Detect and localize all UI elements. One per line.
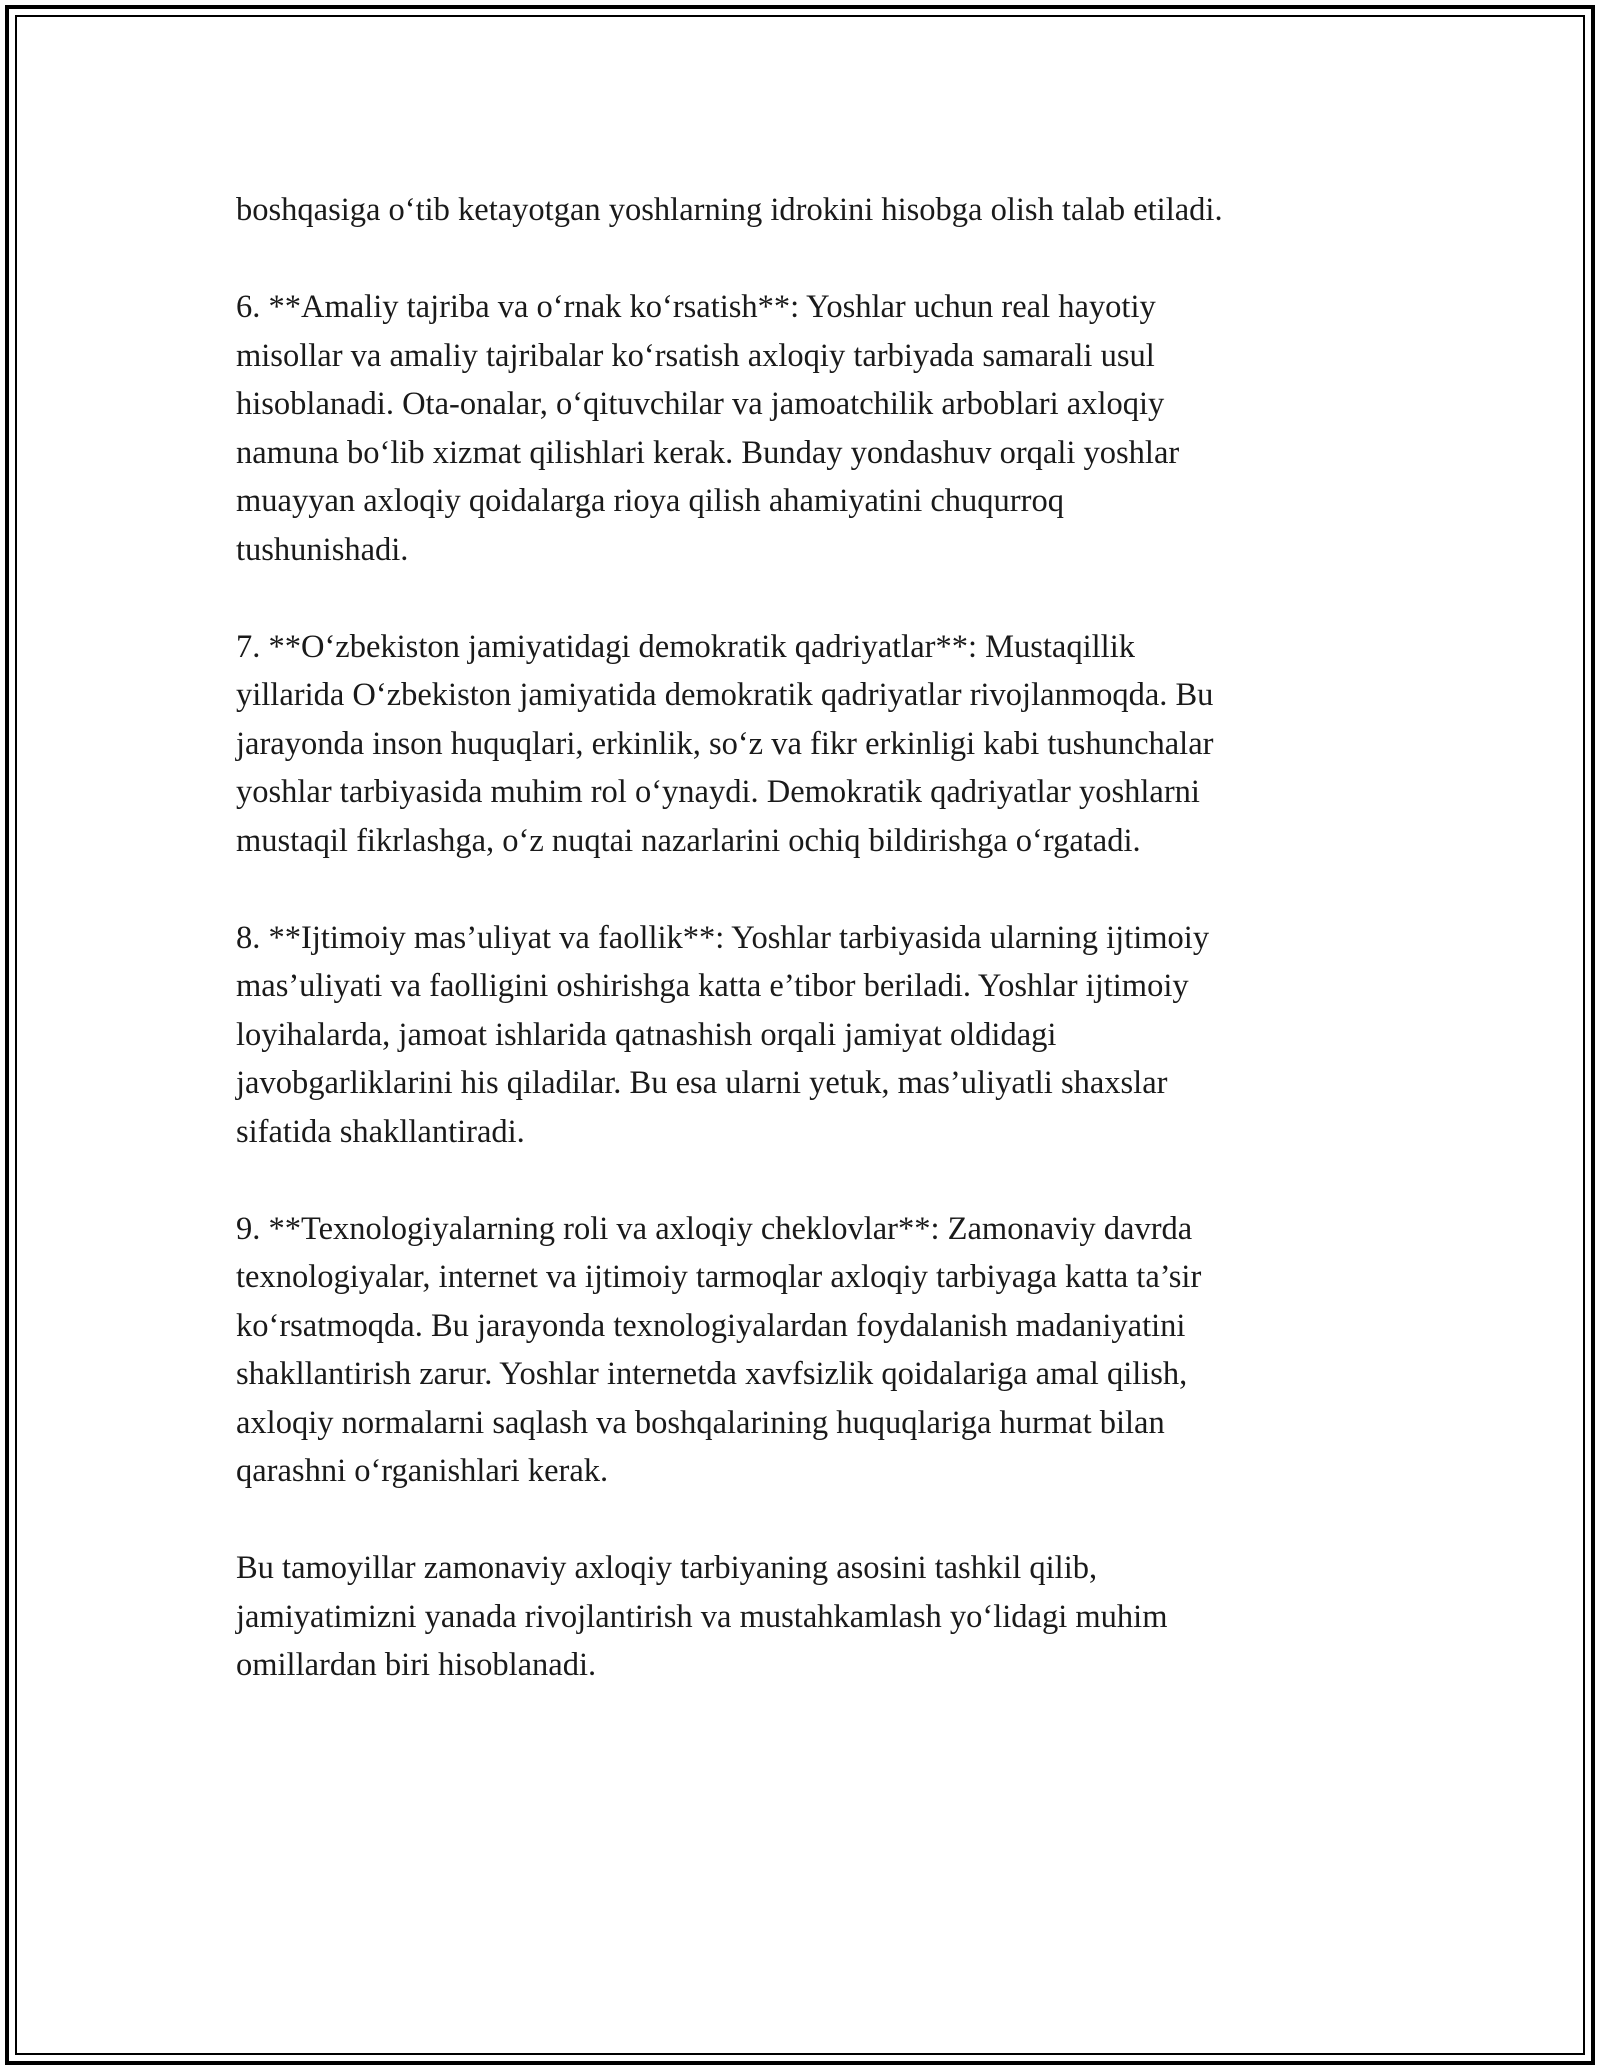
paragraph-item-7: 7. **O‘zbekiston jamiyatidagi demokratik qadriyatlar**: Mustaqillik yillarida O‘zbekiston jamiyatida demokratik qadriyatlar rivojlanmoqda. Bu jarayonda inson huquqlari, erkinlik, so‘z va fikr erkinligi kabi tushunchalar yoshlar tarbiyasida muhim rol o‘ynaydi. Demokratik qadriyatlar yoshlarni mustaqil fikrlashga, o‘z nuqtai nazarlarini ochiq bildirishga o‘rgatadi. <box>236 628 1214 859</box>
paragraph-item-6: 6. **Amaliy tajriba va o‘rnak ko‘rsatish**: Yoshlar uchun real hayotiy misollar va amaliy tajribalar ko‘rsatish axloqiy tarbiyada samarali usul hisoblanadi. Ota-onalar, o‘qituvchilar va jamoatchilik arboblari axloqiy namuna bo‘lib xizmat qilishlari kerak. Bunday yondashuv orqali yoshlar muayyan axloqiy qoidalarga rioya qilish ahamiyatini chuqurroq tushunishadi. <box>236 289 1180 568</box>
paragraph-item-9: 9. **Texnologiyalarning roli va axloqiy cheklovlar**: Zamonaviy davrda texnologiyalar, internet va ijtimoiy tarmoqlar axloqiy tarbiyaga katta ta’sir ko‘rsatmoqda. Bu jarayonda texnologiyalardan foydalanish madaniyatini shakllantirish zarur. Yoshlar internetda xavfsizlik qoidalariga amal qilish, axloqiy normalarni saqlash va boshqalarining huquqlariga hurmat bilan qarashni o‘rganishlari kerak. <box>236 1210 1202 1489</box>
paragraph-continuation: boshqasiga o‘tib ketayotgan yoshlarning idrokini hisobga olish talab etiladi. <box>236 192 1223 228</box>
paragraph-conclusion: Bu tamoyillar zamonaviy axloqiy tarbiyaning asosini tashkil qilib, jamiyatimizni yanada rivojlantirish va mustahkamlash yo‘lidagi muhim omillardan biri hisoblanadi. <box>236 1550 1168 1683</box>
paragraph-item-8: 8. **Ijtimoiy mas’uliyat va faollik**: Yoshlar tarbiyasida ularning ijtimoiy mas’uliyati va faolligini oshirishga katta e’tibor beriladi. Yoshlar ijtimoiy loyihalarda, jamoat ishlarida qatnashish orqali jamiyat oldidagi javobgarliklarini his qiladilar. Bu esa ularni yetuk, mas’uliyatli shaxslar sifatida shakllantiradi. <box>236 919 1210 1150</box>
document-body <box>236 186 1376 1738</box>
